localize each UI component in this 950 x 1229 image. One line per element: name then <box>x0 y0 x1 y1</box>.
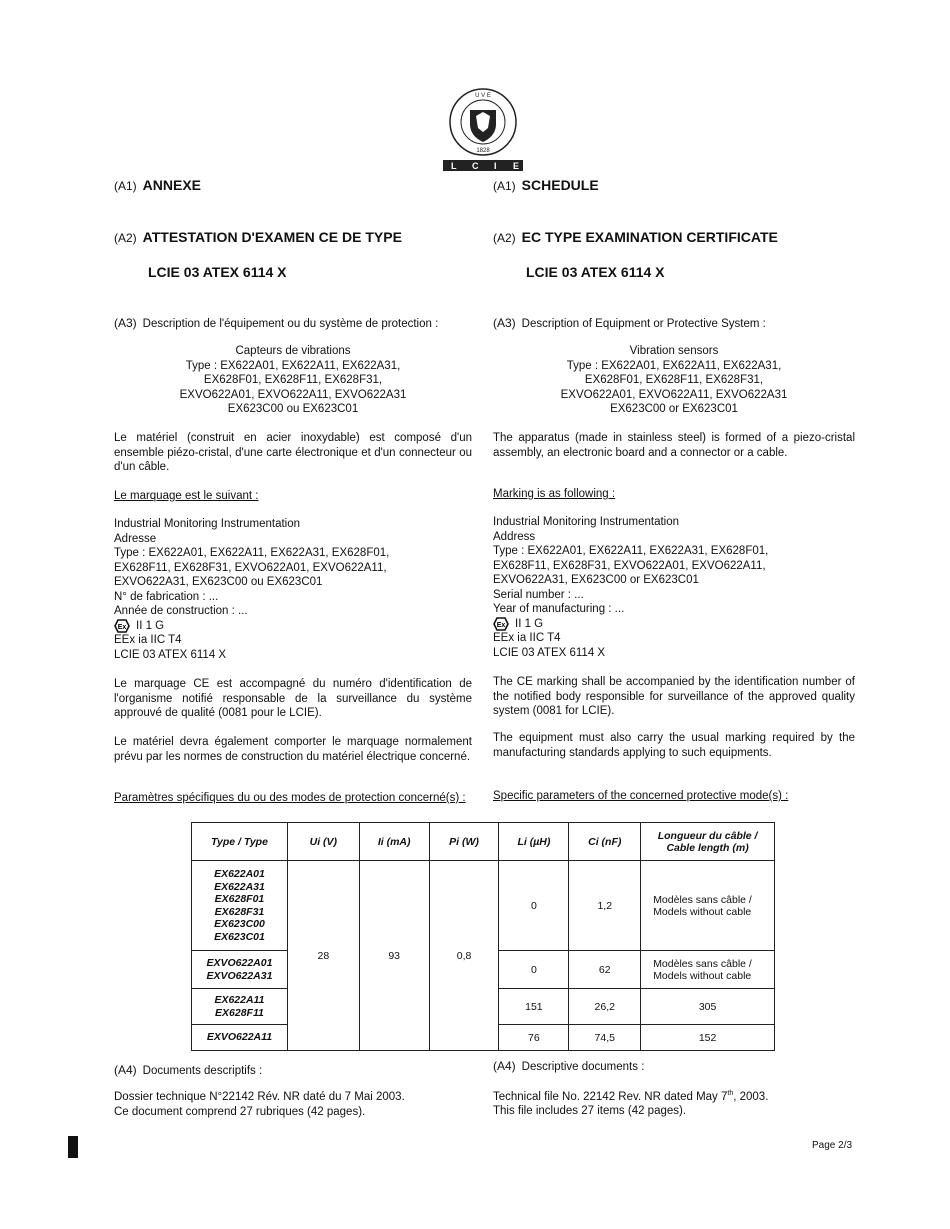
li-cell: 151 <box>499 989 569 1025</box>
type-cell: EX622A01 EX622A31 EX628F01 EX628F31 EX623C00 EX623C01 <box>192 861 288 951</box>
marking-cert-line: LCIE 03 ATEX 6114 X <box>493 646 606 659</box>
header-cable-length: Longueur du câble / Cable length (m) <box>641 823 775 861</box>
marking-block-en <box>493 515 855 660</box>
header-ui: Ui (V) <box>287 823 359 861</box>
parameters-table <box>191 822 775 1051</box>
equipment-line: Capteurs de vibrations <box>235 345 351 357</box>
equipment-list-en <box>493 344 855 417</box>
ii-cell: 93 <box>359 861 429 1051</box>
material-description-fr: Le matériel (construit en acier inoxydable) est composé d'un ensemble piézo-cristal, d'une carte électronique et d'un connecteur ou d'un câble. <box>114 432 472 473</box>
marking-line: EXVO622A31, EX623C00 or EX623C01 <box>493 574 699 586</box>
certificate-number-fr: LCIE 03 ATEX 6114 X <box>148 264 287 280</box>
svg-text:L: L <box>451 161 457 171</box>
equipment-line: Type : EX622A01, EX622A11, EX622A31, <box>185 359 401 372</box>
ex-marking: Ex II 1 G <box>114 619 474 634</box>
equipment-line: EX628F01, EX628F11, EX628F31, <box>203 374 383 386</box>
descriptive-docs-en: Technical file No. 22142 Rev. NR dated May 7th, 2003. This file includes 27 items (42 pages). <box>493 1090 769 1118</box>
marking-heading-en: Marking is as following : <box>493 488 616 500</box>
svg-text:I: I <box>494 161 497 171</box>
svg-text:1828: 1828 <box>476 148 490 154</box>
table-row <box>192 861 775 951</box>
equipment-line: EX623C00 or EX623C01 <box>610 403 738 415</box>
header-pi: Pi (W) <box>429 823 499 861</box>
marking-line: Address <box>493 530 536 543</box>
marking-line: Type : EX622A01, EX622A11, EX622A31, EX628F01, <box>114 547 390 559</box>
li-cell: 0 <box>499 951 569 989</box>
svg-text:Ex: Ex <box>496 621 506 629</box>
svg-text:U V E: U V E <box>475 93 491 99</box>
annexe-heading: (A1) ANNEXE <box>114 177 202 193</box>
svg-text:E: E <box>513 161 520 171</box>
type-cell: EX622A11 EX628F11 <box>192 989 288 1025</box>
marking-line: EX628F11, EX628F31, EXVO622A01, EXVO622A11, <box>114 561 387 574</box>
equipment-line: EXVO622A01, EXVO622A11, EXVO622A31 <box>560 388 788 401</box>
a4-heading-en: (A4) Descriptive documents : <box>493 1059 645 1073</box>
marking-line: EX628F11, EX628F31, EXVO622A01, EXVO622A11, <box>493 559 766 572</box>
ci-cell: 74,5 <box>569 1025 641 1051</box>
cable-cell: Modèles sans câble / Models without cable <box>641 861 775 951</box>
svg-text:C: C <box>472 161 479 171</box>
marking-line: N° de fabrication : ... <box>114 590 219 603</box>
type-cell: EXVO622A01 EXVO622A31 <box>192 951 288 989</box>
li-cell: 0 <box>499 861 569 951</box>
ci-cell: 62 <box>569 951 641 989</box>
a3-heading-en: (A3) Description of Equipment or Protective System : <box>493 316 766 330</box>
ce-marking-en: The CE marking shall be accompanied by the identification number of the notified body responsible for surveillance of the approved quality system (0081 for LCIE). <box>493 676 855 717</box>
equipment-line: Type : EX622A01, EX622A11, EX622A31, <box>566 359 782 372</box>
material-description-en: The apparatus (made in stainless steel) is formed of a piezo-cristal assembly, an electronic board and a connector or a cable. <box>493 432 855 459</box>
cable-cell: Modèles sans câble / Models without cable <box>641 951 775 989</box>
certificate-number-en: LCIE 03 ATEX 6114 X <box>526 264 665 280</box>
ci-cell: 26,2 <box>569 989 641 1025</box>
marking-line: Année de construction : ... <box>114 605 248 617</box>
cable-cell: 152 <box>641 1025 775 1051</box>
descriptive-docs-fr: Dossier technique N°22142 Rév. NR daté du 7 Mai 2003. Ce document comprend 27 rubriques (42 pages). <box>114 1091 405 1118</box>
usual-marking-en: The equipment must also carry the usual marking required by the manufacturing standards applying to such equipments. <box>493 732 855 759</box>
schedule-heading: (A1) SCHEDULE <box>493 177 599 193</box>
a3-heading-fr: (A3) Description de l'équipement ou du système de protection : <box>114 316 439 330</box>
scan-mark <box>68 1136 78 1158</box>
header-ci: Ci (nF) <box>569 823 641 861</box>
equipment-line: EXVO622A01, EXVO622A11, EXVO622A31 <box>179 388 407 401</box>
marking-line: Type : EX622A01, EX622A11, EX622A31, EX628F01, <box>493 545 769 557</box>
li-cell: 76 <box>499 1025 569 1051</box>
marking-heading-fr: Le marquage est le suivant : <box>114 490 259 502</box>
table-header-row <box>192 823 775 861</box>
ex-hexagon-icon <box>114 619 130 633</box>
marking-cert-line: LCIE 03 ATEX 6114 X <box>114 648 227 661</box>
usual-marking-fr: Le matériel devra également comporter le marquage normalement prévu par les normes de construction du matériel électrique concerné. <box>114 736 472 763</box>
header-ii: Ii (mA) <box>359 823 429 861</box>
params-heading-en: Specific parameters of the concerned protective mode(s) : <box>493 790 789 802</box>
marking-line: Industrial Monitoring Instrumentation <box>493 516 680 528</box>
ui-cell: 28 <box>287 861 359 1051</box>
ci-cell: 1,2 <box>569 861 641 951</box>
cable-cell: 305 <box>641 989 775 1025</box>
protection-line: EEx ia IIC T4 <box>114 634 182 646</box>
equipment-list-fr <box>114 344 472 417</box>
header-li: Li (µH) <box>499 823 569 861</box>
ex-marking: Ex II 1 G <box>493 617 855 632</box>
equipment-line: EX623C00 ou EX623C01 <box>227 403 359 415</box>
type-cell: EXVO622A11 <box>192 1025 288 1051</box>
attestation-heading: (A2) ATTESTATION D'EXAMEN CE DE TYPE <box>114 229 402 245</box>
ex-hexagon-icon <box>493 617 509 631</box>
ce-marking-fr: Le marquage CE est accompagné du numéro d'identification de l'organisme notifié responsable de la surveillance du système approuvé de qualité (0081 pour le LCIE). <box>114 678 472 719</box>
protection-line: EEx ia IIC T4 <box>493 632 561 644</box>
marking-block-fr <box>114 517 474 662</box>
header-type: Type / Type <box>192 823 288 861</box>
a4-heading-fr: (A4) Documents descriptifs : <box>114 1063 263 1077</box>
svg-text:Ex: Ex <box>117 623 127 631</box>
marking-line: Serial number : ... <box>493 588 584 601</box>
equipment-line: Vibration sensors <box>629 345 719 357</box>
certificate-heading: (A2) EC TYPE EXAMINATION CERTIFICATE <box>493 229 778 245</box>
params-heading-fr: Paramètres spécifiques du ou des modes de protection concerné(s) : <box>114 792 466 804</box>
page-number: Page 2/3 <box>812 1140 853 1151</box>
marking-line: Adresse <box>114 532 157 545</box>
equipment-line: EX628F01, EX628F11, EX628F31, <box>584 374 764 386</box>
marking-line: EXVO622A31, EX623C00 ou EX623C01 <box>114 576 323 588</box>
bureau-veritas-seal-icon <box>443 86 523 172</box>
pi-cell: 0,8 <box>429 861 499 1051</box>
marking-line: Year of manufacturing : ... <box>493 603 625 615</box>
marking-line: Industrial Monitoring Instrumentation <box>114 518 301 530</box>
lcie-logo <box>443 86 523 172</box>
